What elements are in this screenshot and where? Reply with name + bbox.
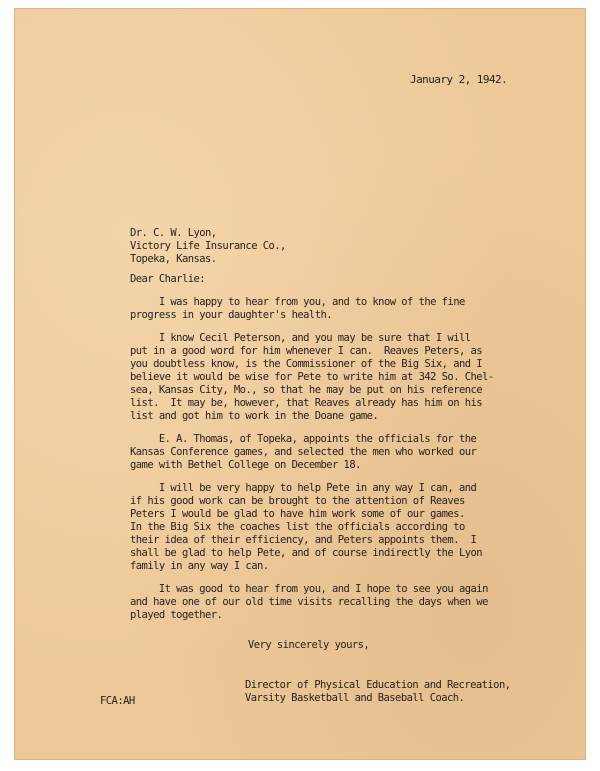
paragraph-line: Kansas Conference games, and selected the men who worked our (130, 446, 477, 458)
paragraph-line: list and got him to work in the Doane game. (130, 410, 379, 422)
paragraph-line: sea, Kansas City, Mo., so that he may be put on his reference (130, 384, 483, 396)
recipient-line: Dr. C. W. Lyon, (130, 227, 217, 239)
paragraph-line: believe it would be wise for Pete to write him at 342 So. Chel- (130, 371, 494, 383)
paragraph-line: put in a good word for him whenever I can. Reaves Peters, as (130, 345, 483, 357)
salutation: Dear Charlie: (130, 273, 206, 285)
paragraph-line: family in any way I can. (130, 560, 269, 572)
paragraph-line: I will be very happy to help Pete in any way I can, and (130, 482, 477, 494)
paragraph-line: E. A. Thomas, of Topeka, appoints the officials for the (130, 433, 477, 445)
paragraph-line: game with Bethel College on December 18. (130, 459, 361, 471)
signature-title-line: Varsity Basketball and Baseball Coach. (245, 692, 465, 704)
paragraph-line: progress in your daughter's health. (130, 309, 333, 321)
signature-title-line: Director of Physical Education and Recreation, (245, 679, 511, 691)
typist-initials: FCA:AH (100, 695, 135, 707)
paragraph-line: list. It may be, however, that Reaves already has him on his (130, 397, 483, 409)
closing: Very sincerely yours, (248, 639, 370, 651)
paragraph-line: if his good work can be brought to the attention of Reaves (130, 495, 465, 507)
paragraph-line: In the Big Six the coaches list the officials according to (130, 521, 465, 533)
letter-page (14, 8, 586, 760)
letter-date: January 2, 1942. (410, 73, 508, 86)
paragraph-line: It was good to hear from you, and I hope to see you again (130, 583, 488, 595)
paragraph-line: and have one of our old time visits recalling the days when we (130, 596, 488, 608)
recipient-line: Victory Life Insurance Co., (130, 240, 286, 252)
paragraph-line: I was happy to hear from you, and to know of the fine (130, 296, 465, 308)
paragraph-line: I know Cecil Peterson, and you may be sure that I will (130, 332, 471, 344)
paragraph-line: shall be glad to help Pete, and of course indirectly the Lyon (130, 547, 483, 559)
paragraph-line: their idea of their efficiency, and Peters appoints them. I (130, 534, 477, 546)
recipient-line: Topeka, Kansas. (130, 253, 217, 265)
paragraph-line: you doubtless know, is the Commissioner of the Big Six, and I (130, 358, 483, 370)
paragraph-line: played together. (130, 609, 223, 621)
paragraph-line: Peters I would be glad to have him work some of our games. (130, 508, 465, 520)
